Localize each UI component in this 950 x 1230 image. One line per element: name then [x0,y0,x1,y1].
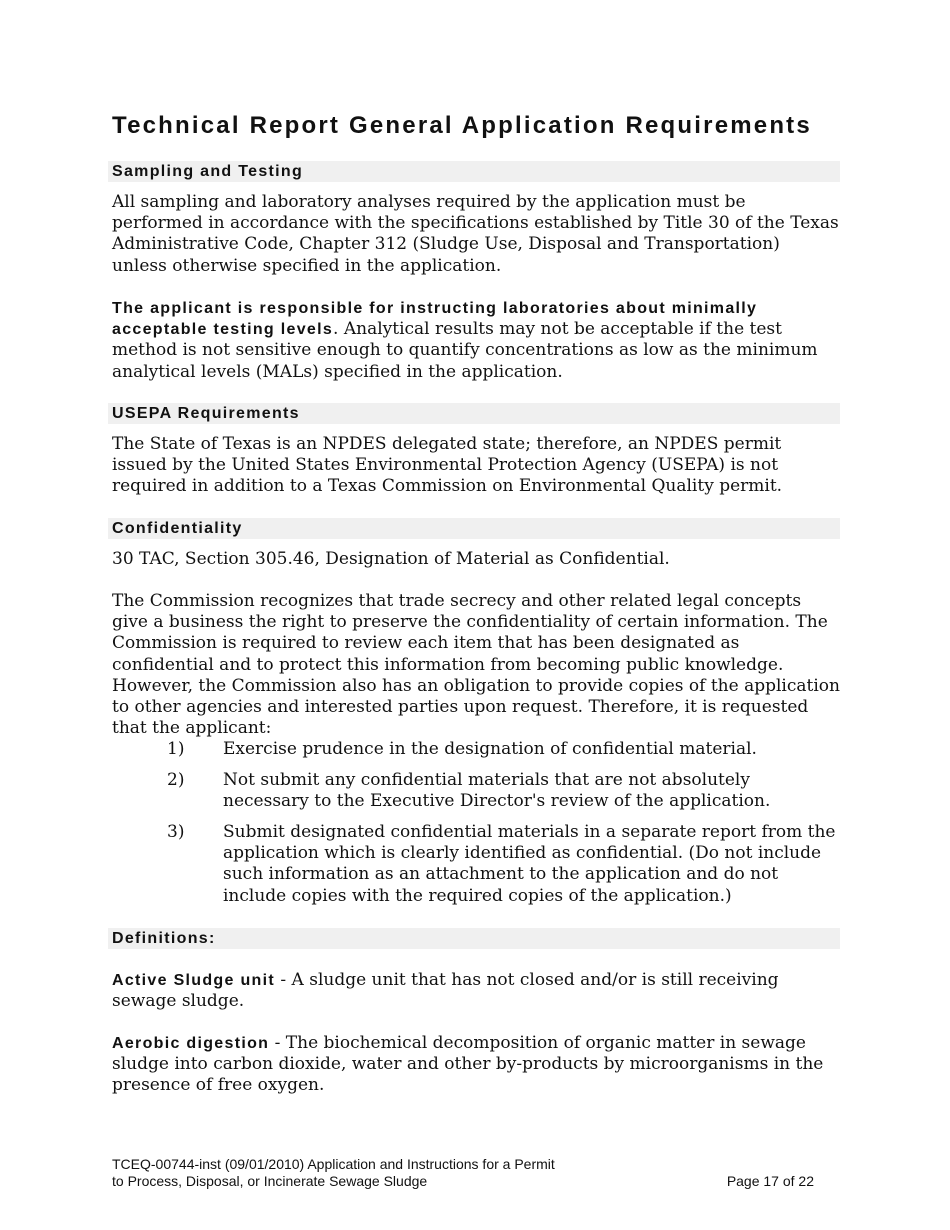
list-item [167,739,840,761]
list-item-number: 3) [167,822,185,842]
definition-aerobic-digestion [112,1033,840,1097]
sampling-paragraph: All sampling and laboratory analyses required by the application must be performed in accordance with the specifications established by Title 30 of the Texas Administrative Code, Chapter 312 (Sludge Use, Disposal and Transportation) unless otherwise specified in the application. [112,192,839,276]
page-title: Technical Report General Application Requirements [112,112,812,139]
list-item-text: Submit designated confidential materials in a separate report from the application which is clearly identified as confidential. (Do not include such information as an attachment to the application and do not include copies with the required copies of the application.) [223,822,836,906]
list-item-number: 2) [167,770,185,790]
definition-active-sludge-unit [112,970,840,1012]
definition-text: - The biochemical decomposition of organic matter in sewage sludge into carbon dioxide, water and other by-products by microorganisms in the presence of free oxygen. [112,1033,824,1096]
page-number: Page 17 of 22 [726,1173,814,1189]
list-item-text: Not submit any confidential materials that are not absolutely necessary to the Executive Director's review of the application. [223,770,771,812]
definition-term: Active Sludge unit [112,972,275,989]
list-item [167,770,840,814]
section-heading-confidentiality: Confidentiality [108,518,840,539]
lab-responsibility-bold: The applicant is responsible for instructing laboratories about minimally acceptable testing levels [112,300,758,339]
lab-responsibility-text: . Analytical results may not be acceptable if the test method is not sensitive enough to quantify concentrations as low as the minimum analytical levels (MALs) specified in the application. [112,319,818,382]
confidentiality-paragraph: The Commission recognizes that trade secrecy and other related legal concepts give a business the right to preserve the confidentiality of certain information. The Commission is required to review each item that has been designated as confidential and to protect this information from becoming public knowledge. However, the Commission also has an obligation to provide copies of the application to other agencies and interested parties upon request. Therefore, it is requested that the applicant: [112,591,840,739]
confidentiality-reference: 30 TAC, Section 305.46, Designation of Material as Confidential. [112,549,670,569]
footer-form-info [112,1156,632,1190]
definition-term: Aerobic digestion [112,1035,270,1052]
usepa-paragraph: The State of Texas is an NPDES delegated state; therefore, an NPDES permit issued by the United States Environmental Protection Agency (USEPA) is not required in addition to a Texas Commission on Environmental Quality permit. [112,434,783,497]
lab-responsibility-paragraph [112,298,840,383]
list-item [167,822,840,908]
section-heading-sampling: Sampling and Testing [108,161,840,182]
list-item-text: Exercise prudence in the designation of confidential material. [223,739,757,759]
footer-line-2: to Process, Disposal, or Incinerate Sewage Sludge [112,1173,428,1189]
section-heading-definitions: Definitions: [108,928,840,949]
list-item-number: 1) [167,739,185,759]
definition-text: - A sludge unit that has not closed and/or is still receiving sewage sludge. [112,970,779,1012]
section-heading-usepa: USEPA Requirements [108,403,840,424]
footer-line-1: TCEQ-00744-inst (09/01/2010) Application and Instructions for a Permit [112,1156,555,1172]
